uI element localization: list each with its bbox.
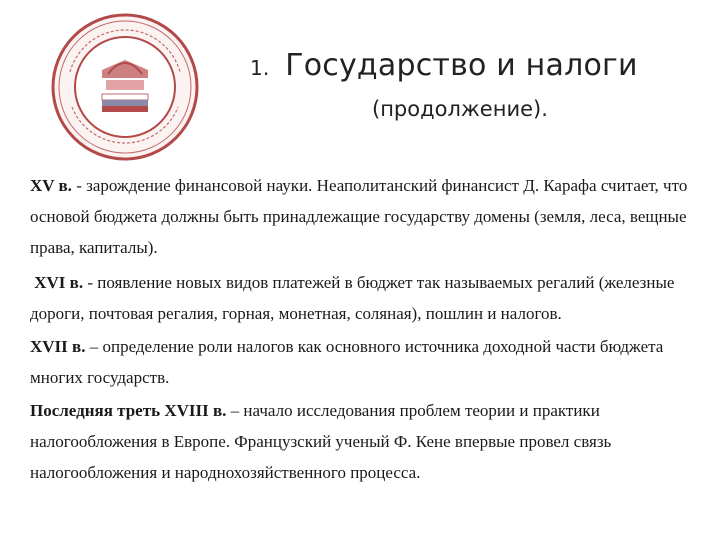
paragraph-text: - зарождение финансовой науки. Неаполитанский финансист Д. Карафа считает, что основой бюджета должны быть принадлежащие государству домены (земля, леса, вещные права, капиталы). [30, 176, 688, 257]
paragraph-xv [30, 170, 700, 263]
paragraph-label: XV в. [30, 176, 72, 195]
content-body [30, 170, 700, 488]
page-subtitle: (продолжение). [372, 97, 548, 121]
university-seal-icon [50, 12, 200, 162]
title-text: Государство и налоги [285, 48, 638, 83]
university-seal-logo [50, 12, 200, 162]
paragraph-label: XVII в. [30, 337, 86, 356]
paragraph-xviii [30, 395, 700, 488]
title-block [250, 48, 690, 121]
page-title [250, 48, 690, 83]
paragraph-text: – определение роли налогов как основного источника доходной части бюджета многих государств. [30, 337, 664, 387]
paragraph-text: – начало исследования проблем теории и практики налогообложения в Европе. Французский ученый Ф. Кене впервые провел связь налогообложения и народнохозяйственного процесса. [30, 401, 612, 482]
paragraph-label: XVI в. [34, 273, 84, 292]
paragraph-text: - появление новых видов платежей в бюджет так называемых регалий (железные дороги, почтовая регалия, горная, монетная, соляная), пошлин и налогов. [30, 273, 675, 323]
title-number: 1. [250, 56, 270, 80]
paragraph-label: Последняя треть XVIII в. [30, 401, 227, 420]
paragraph-xvi [30, 267, 700, 329]
paragraph-xvii [30, 331, 700, 393]
